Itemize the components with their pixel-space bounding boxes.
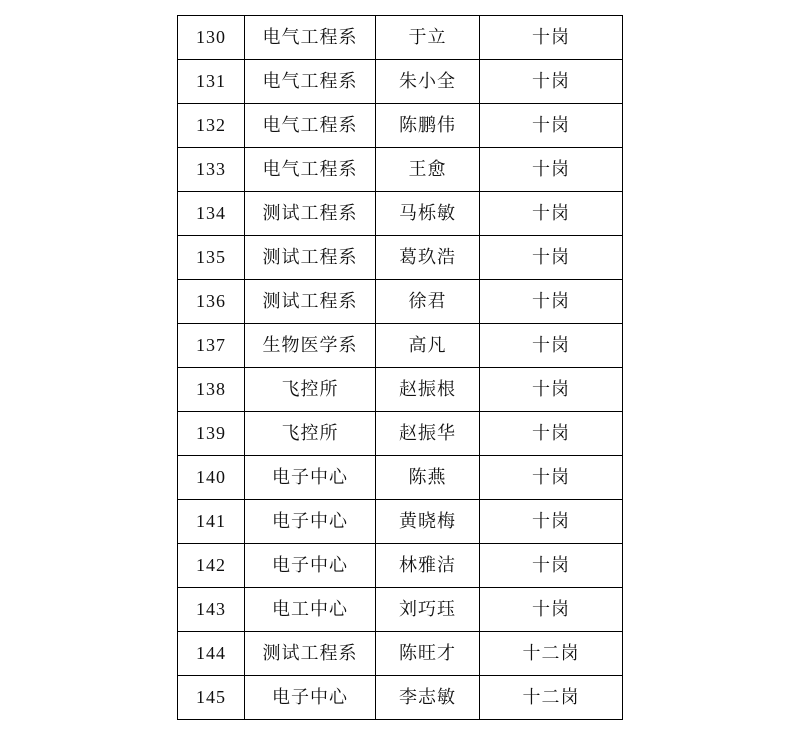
cell-index: 131 (178, 60, 245, 104)
roster-table-container (177, 15, 622, 720)
cell-grade: 十岗 (480, 236, 623, 280)
table-row (178, 60, 623, 104)
cell-grade: 十岗 (480, 368, 623, 412)
cell-index: 136 (178, 280, 245, 324)
cell-department: 电子中心 (245, 500, 376, 544)
cell-index: 139 (178, 412, 245, 456)
cell-department: 电气工程系 (245, 104, 376, 148)
cell-name: 李志敏 (376, 676, 480, 720)
cell-grade: 十二岗 (480, 632, 623, 676)
cell-grade: 十岗 (480, 500, 623, 544)
table-row (178, 148, 623, 192)
cell-index: 134 (178, 192, 245, 236)
cell-name: 陈鹏伟 (376, 104, 480, 148)
cell-index: 135 (178, 236, 245, 280)
cell-grade: 十岗 (480, 60, 623, 104)
cell-name: 陈旺才 (376, 632, 480, 676)
cell-department: 测试工程系 (245, 280, 376, 324)
table-row (178, 588, 623, 632)
cell-name: 黄晓梅 (376, 500, 480, 544)
cell-department: 电子中心 (245, 676, 376, 720)
table-row (178, 16, 623, 60)
cell-grade: 十岗 (480, 192, 623, 236)
cell-department: 电气工程系 (245, 16, 376, 60)
cell-department: 测试工程系 (245, 192, 376, 236)
cell-name: 马栎敏 (376, 192, 480, 236)
cell-name: 刘巧珏 (376, 588, 480, 632)
table-row (178, 368, 623, 412)
table-row (178, 544, 623, 588)
table-row (178, 236, 623, 280)
cell-index: 132 (178, 104, 245, 148)
cell-grade: 十岗 (480, 280, 623, 324)
cell-grade: 十岗 (480, 544, 623, 588)
cell-department: 测试工程系 (245, 236, 376, 280)
cell-department: 测试工程系 (245, 632, 376, 676)
cell-grade: 十岗 (480, 456, 623, 500)
cell-department: 电工中心 (245, 588, 376, 632)
cell-grade: 十岗 (480, 588, 623, 632)
cell-index: 137 (178, 324, 245, 368)
cell-department: 电子中心 (245, 456, 376, 500)
roster-table-body (178, 16, 623, 720)
cell-name: 葛玖浩 (376, 236, 480, 280)
cell-index: 140 (178, 456, 245, 500)
cell-grade: 十二岗 (480, 676, 623, 720)
cell-index: 130 (178, 16, 245, 60)
cell-index: 144 (178, 632, 245, 676)
cell-grade: 十岗 (480, 104, 623, 148)
cell-index: 145 (178, 676, 245, 720)
table-row (178, 324, 623, 368)
cell-grade: 十岗 (480, 412, 623, 456)
cell-department: 电子中心 (245, 544, 376, 588)
table-row (178, 280, 623, 324)
cell-name: 徐君 (376, 280, 480, 324)
table-row (178, 500, 623, 544)
cell-name: 赵振根 (376, 368, 480, 412)
cell-grade: 十岗 (480, 148, 623, 192)
cell-index: 141 (178, 500, 245, 544)
table-row (178, 676, 623, 720)
cell-index: 133 (178, 148, 245, 192)
cell-name: 王愈 (376, 148, 480, 192)
cell-name: 高凡 (376, 324, 480, 368)
cell-index: 138 (178, 368, 245, 412)
cell-name: 林雅洁 (376, 544, 480, 588)
cell-grade: 十岗 (480, 16, 623, 60)
cell-name: 陈燕 (376, 456, 480, 500)
cell-name: 赵振华 (376, 412, 480, 456)
table-row (178, 104, 623, 148)
cell-department: 飞控所 (245, 368, 376, 412)
cell-department: 电气工程系 (245, 148, 376, 192)
cell-grade: 十岗 (480, 324, 623, 368)
table-row (178, 632, 623, 676)
cell-department: 飞控所 (245, 412, 376, 456)
cell-name: 朱小全 (376, 60, 480, 104)
table-row (178, 192, 623, 236)
roster-table (177, 15, 623, 720)
cell-department: 电气工程系 (245, 60, 376, 104)
cell-index: 143 (178, 588, 245, 632)
cell-index: 142 (178, 544, 245, 588)
table-row (178, 412, 623, 456)
cell-department: 生物医学系 (245, 324, 376, 368)
table-row (178, 456, 623, 500)
cell-name: 于立 (376, 16, 480, 60)
